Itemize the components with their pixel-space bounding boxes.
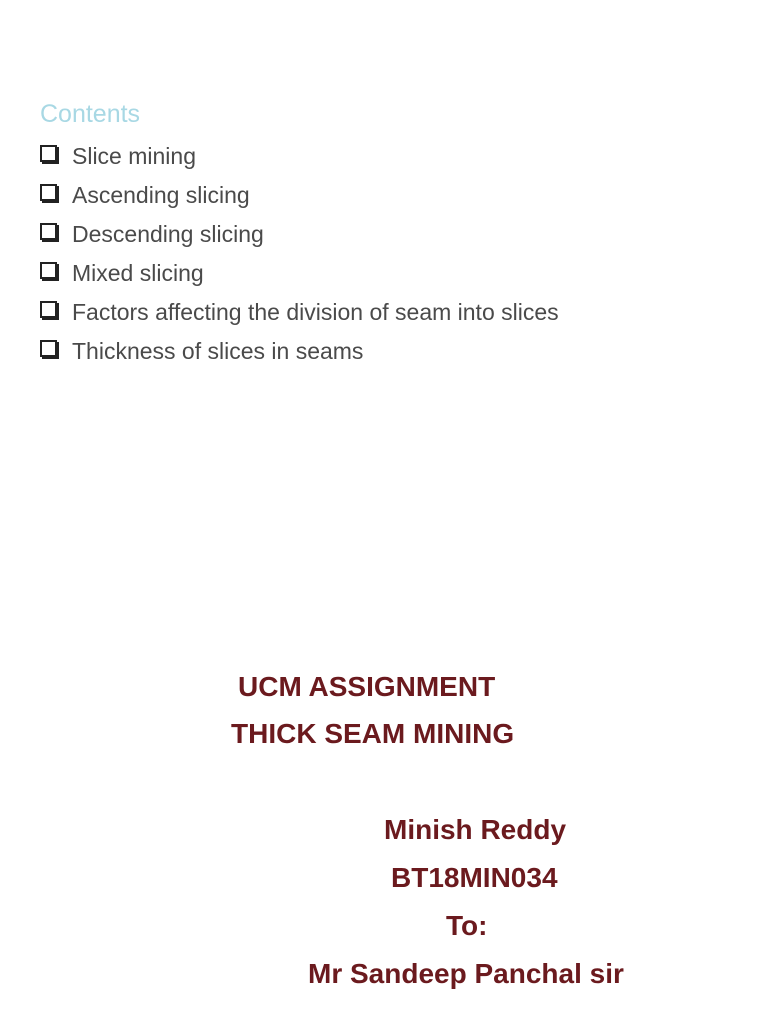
- checkbox-bullet-icon: [40, 145, 57, 162]
- assignment-subtitle: THICK SEAM MINING: [231, 718, 515, 749]
- checkbox-bullet-icon: [40, 262, 57, 279]
- list-item-label: Slice mining: [72, 143, 196, 169]
- list-item-label: Descending slicing: [72, 221, 264, 247]
- contents-heading: Contents: [40, 100, 141, 128]
- checkbox-bullet-icon: [40, 301, 57, 318]
- list-item: [40, 176, 559, 215]
- list-item: [40, 137, 559, 176]
- list-item: [40, 293, 559, 332]
- list-item: [40, 254, 559, 293]
- list-item: [40, 332, 559, 371]
- checkbox-bullet-icon: [40, 340, 57, 357]
- checkbox-bullet-icon: [40, 184, 57, 201]
- recipient-name: Mr Sandeep Panchal sir: [308, 958, 624, 989]
- author-name: Minish Reddy: [384, 814, 567, 845]
- list-item-label: Factors affecting the division of seam into slices: [72, 299, 559, 325]
- list-item-label: Mixed slicing: [72, 260, 204, 286]
- contents-list: [40, 137, 559, 371]
- list-item-label: Ascending slicing: [72, 182, 250, 208]
- checkbox-bullet-icon: [40, 223, 57, 240]
- list-item-label: Thickness of slices in seams: [72, 338, 364, 364]
- assignment-title: UCM ASSIGNMENT: [238, 671, 496, 702]
- to-label: To:: [446, 910, 488, 941]
- author-id: BT18MIN034: [391, 862, 558, 893]
- list-item: [40, 215, 559, 254]
